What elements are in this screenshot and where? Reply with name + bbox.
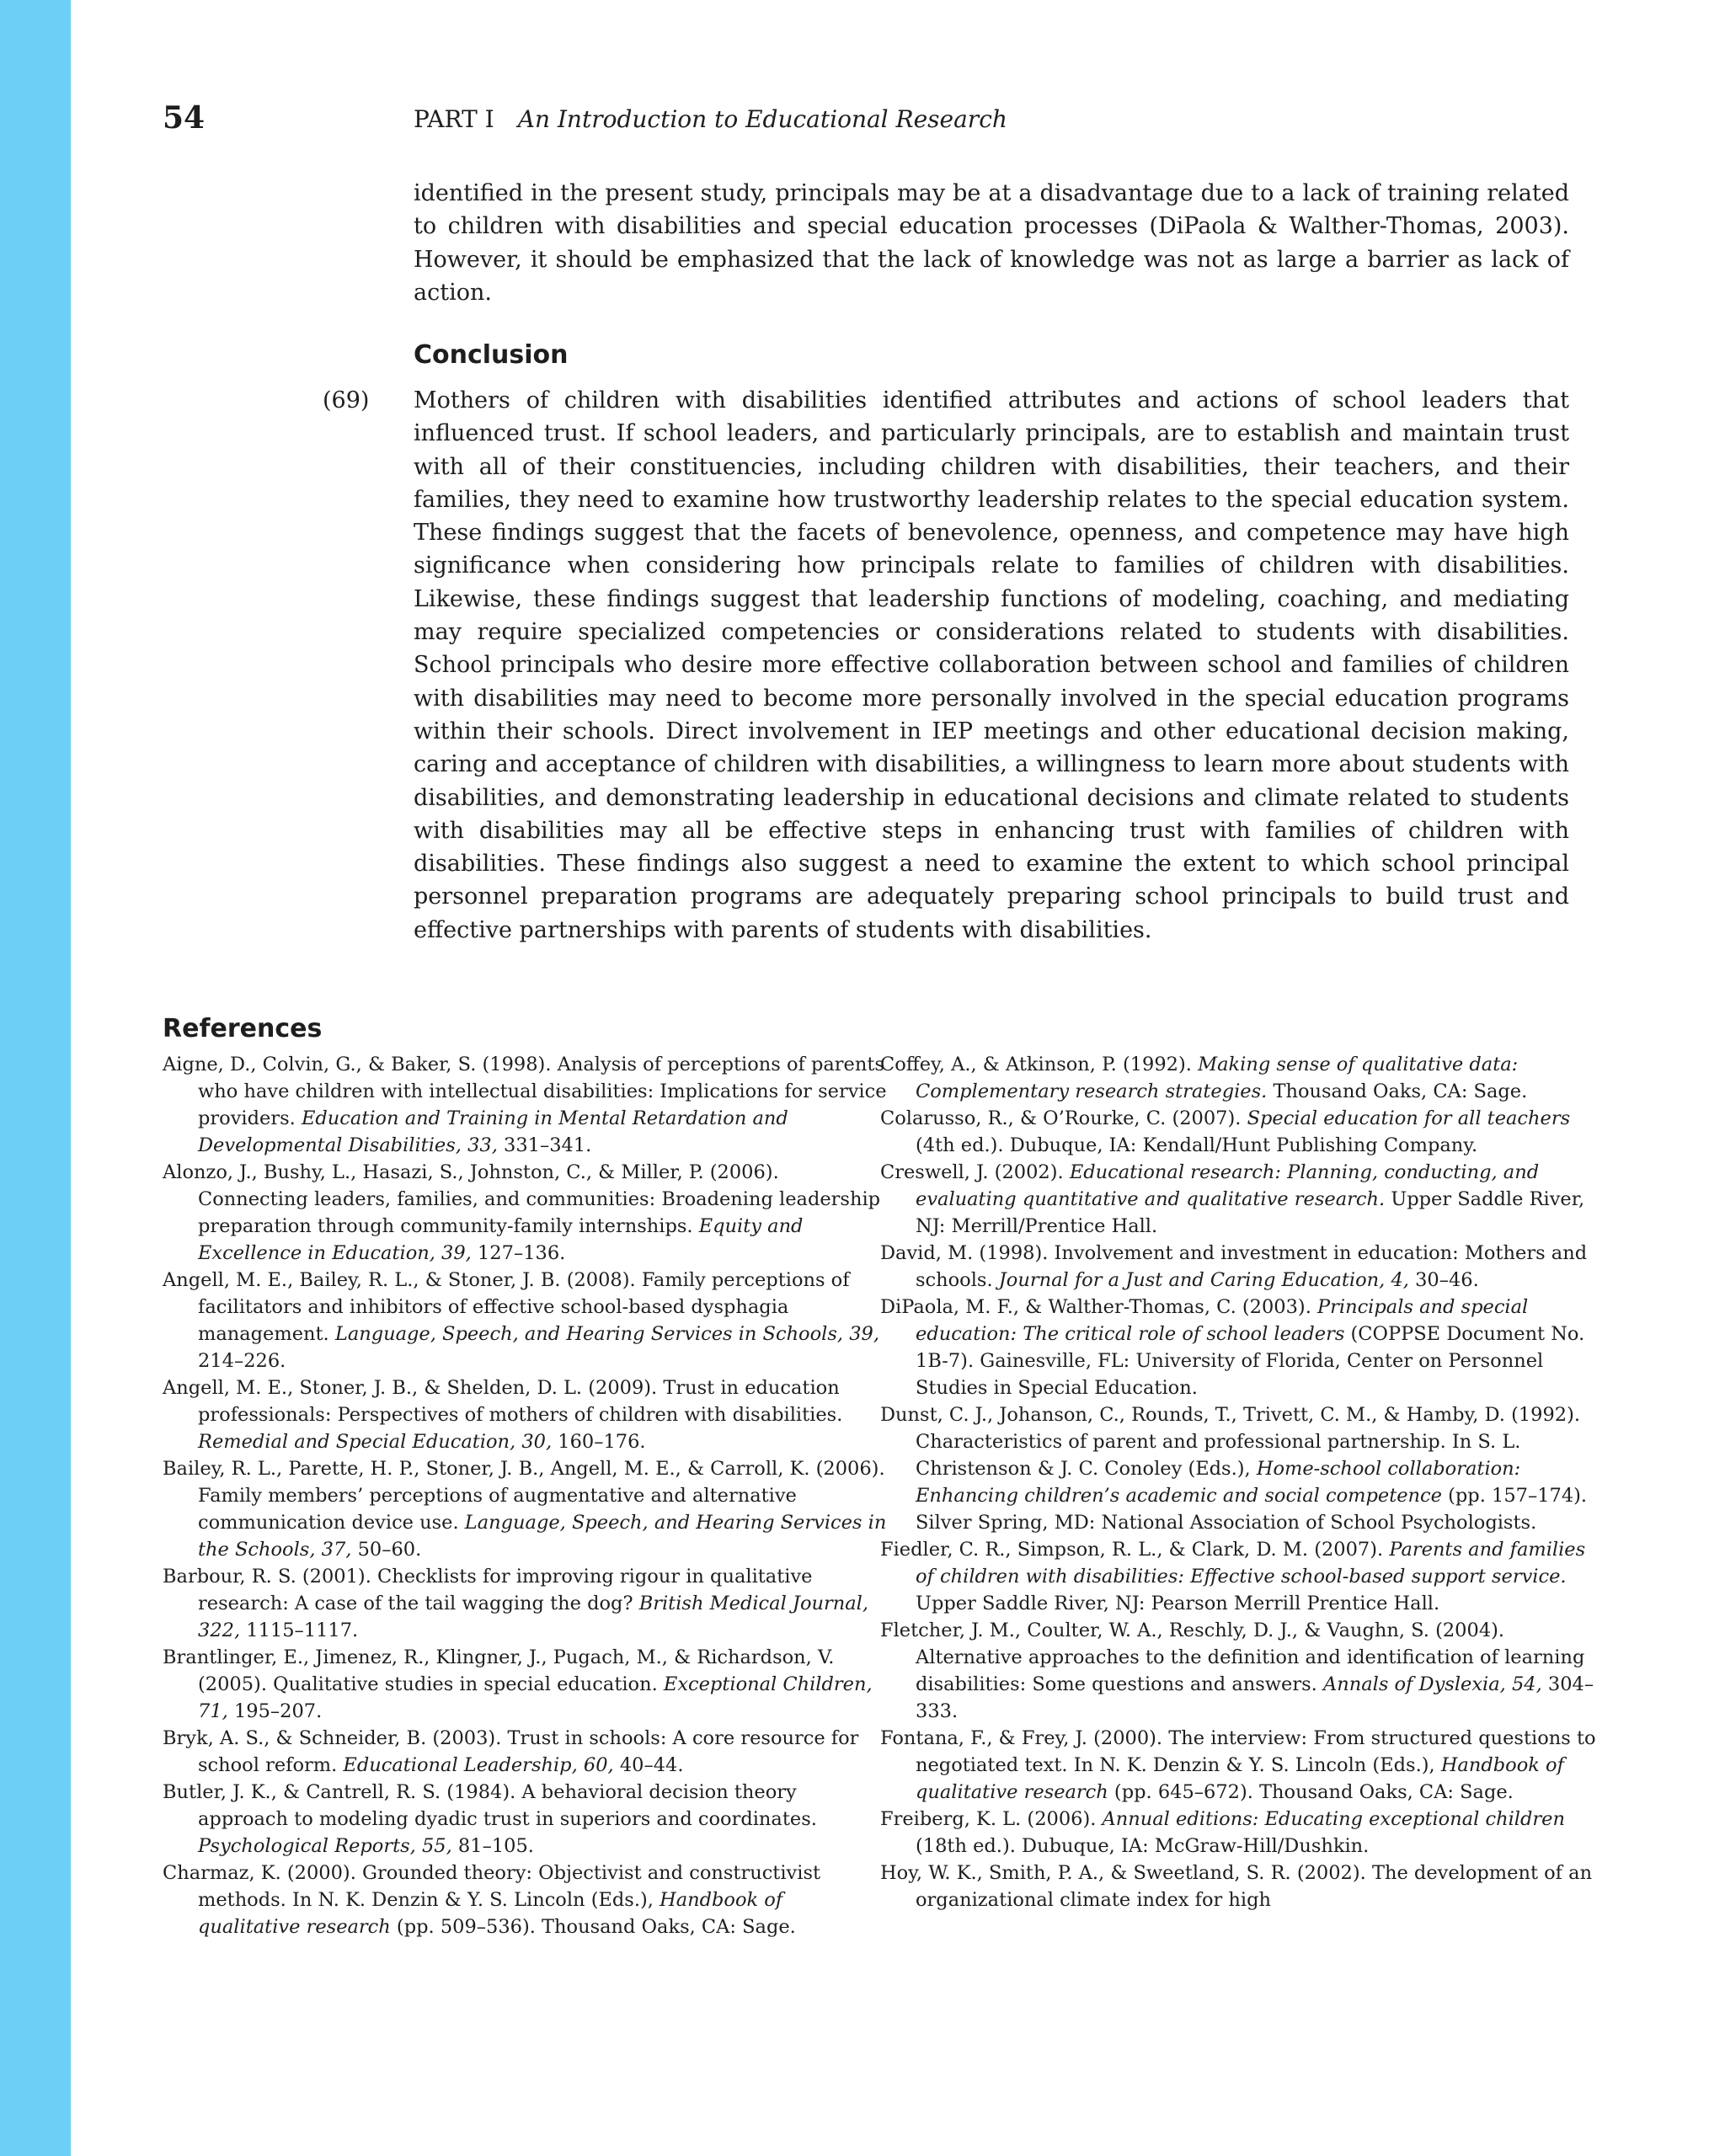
reference-entry [880, 1105, 1605, 1159]
reference-details: (COPPSE Document No. 1B-7). Gainesville, FL: University of Florida, Center on Personnel Studies in Special Education. [916, 1323, 1585, 1399]
reference-details: (pp. 645–672). Thousand Oaks, CA: Sage. [1108, 1781, 1514, 1803]
reference-text: Fontana, F., & Frey, J. (2000). The interview: From structured questions to negotiated text. In N. K. Denzin & Y. S. Lincoln (Eds.), [880, 1727, 1596, 1776]
reference-source-title: Principals and special education: The critical role of school leaders [916, 1296, 1529, 1345]
reference-source-title: Educational Leadership, 60, [343, 1754, 614, 1776]
references-right-column [880, 1051, 1605, 1913]
page-edge-color-bar [0, 0, 71, 2156]
reference-details: 1115–1117. [240, 1620, 359, 1641]
reference-text: Barbour, R. S. (2001). Checklists for improving rigour in qualitative research: A case of the tail wagging the dog? [163, 1566, 813, 1614]
reference-text: Fletcher, J. M., Coulter, W. A., Reschly, D. J., & Vaughn, S. (2004). Alternative approaches to the definition and identification of learning disabilities: Some questions and answers. [880, 1620, 1585, 1695]
reference-text: Fiedler, C. R., Simpson, R. L., & Clark, D. M. (2007). [880, 1539, 1390, 1561]
reference-text: Freiberg, K. L. (2006). [880, 1808, 1103, 1830]
reference-text: Charmaz, K. (2000). Grounded theory: Objectivist and constructivist methods. In N. K. Denzin & Y. S. Lincoln (Eds.), [163, 1862, 821, 1911]
reference-entry [163, 1644, 887, 1725]
reference-source-title: Home-school collaboration: Enhancing children’s academic and social competence [916, 1458, 1521, 1507]
reference-entry [163, 1051, 887, 1159]
reference-details: (18th ed.). Dubuque, IA: McGraw-Hill/Dushkin. [916, 1835, 1370, 1857]
reference-entry [880, 1806, 1605, 1860]
reference-entry [880, 1051, 1605, 1105]
part-label: PART I [414, 105, 494, 133]
reference-source-title: Making sense of qualitative data: Complementary research strategies. [916, 1054, 1519, 1102]
reference-source-title: Language, Speech, and Hearing Services in Schools, 39, [334, 1323, 879, 1345]
reference-entry [880, 1617, 1605, 1725]
reference-details: (pp. 157–174). Silver Spring, MD: National Association of School Psychologists. [916, 1485, 1588, 1534]
reference-source-title: Psychological Reports, 55, [198, 1835, 452, 1857]
reference-text: Butler, J. K., & Cantrell, R. S. (1984). A behavioral decision theory approach to modeling dyadic trust in superiors and coordinates. [163, 1781, 817, 1830]
reference-source-title: Annual editions: Educating exceptional children [1102, 1808, 1565, 1830]
reference-entry [163, 1374, 887, 1455]
reference-details: 30–46. [1408, 1269, 1479, 1291]
reference-details: 195–207. [227, 1700, 323, 1722]
reference-source-title: Annals of Dyslexia, 54, [1322, 1673, 1542, 1695]
reference-details: Upper Saddle River, NJ: Merrill/Prentice Hall. [916, 1188, 1585, 1237]
reference-entry [880, 1294, 1605, 1401]
reference-details: (4th ed.). Dubuque, IA: Kendall/Hunt Publishing Company. [916, 1134, 1478, 1156]
reference-source-title: Exceptional Children, 71, [198, 1673, 873, 1722]
reference-details: 127–136. [471, 1242, 566, 1264]
reference-entry [163, 1159, 887, 1267]
reference-details: 81–105. [451, 1835, 534, 1857]
reference-details: Thousand Oaks, CA: Sage. [1267, 1081, 1528, 1102]
reference-entry [880, 1860, 1605, 1913]
reference-entry [880, 1536, 1605, 1617]
reference-details: 214–226. [198, 1350, 286, 1372]
conclusion-heading: Conclusion [414, 340, 569, 370]
reference-text: David, M. (1998). Involvement and investment in education: Mothers and schools. [880, 1242, 1588, 1291]
reference-entry [163, 1779, 887, 1860]
reference-details: Upper Saddle River, NJ: Pearson Merrill Prentice Hall. [916, 1593, 1440, 1614]
reference-source-title: Education and Training in Mental Retardation and Developmental Disabilities, 33, [198, 1107, 788, 1156]
reference-entry [163, 1725, 887, 1779]
reference-entry [880, 1159, 1605, 1240]
reference-text: Angell, M. E., Bailey, R. L., & Stoner, J. B. (2008). Family perceptions of facilitators and inhibitors of effective school-based dysphagia management. [163, 1269, 850, 1345]
reference-source-title: Handbook of qualitative research [198, 1889, 783, 1938]
reference-entry [880, 1240, 1605, 1294]
reference-entry [163, 1455, 887, 1563]
reference-details: 331–341. [497, 1134, 592, 1156]
page-number: 54 [163, 100, 206, 136]
reference-text: Coffey, A., & Atkinson, P. (1992). [880, 1054, 1199, 1075]
reference-details: 304–333. [916, 1673, 1594, 1722]
reference-text: Aigne, D., Colvin, G., & Baker, S. (1998). Analysis of perceptions of parents who have children with intellectual disabilities: Implications for service providers. [163, 1054, 887, 1129]
reference-details: 50–60. [351, 1539, 422, 1561]
references-left-column [163, 1051, 887, 1940]
reference-text: Bryk, A. S., & Schneider, B. (2003). Trust in schools: A core resource for school reform. [163, 1727, 859, 1776]
reference-source-title: Equity and Excellence in Education, 39, [198, 1215, 804, 1264]
reference-text: Alonzo, J., Bushy, L., Hasazi, S., Johnston, C., & Miller, P. (2006). Connecting leaders, families, and communities: Broadening leadership preparation through community-family internships. [163, 1161, 881, 1237]
reference-text: Dunst, C. J., Johanson, C., Rounds, T., Trivett, C. M., & Hamby, D. (1992). Characteristics of parent and professional partnership. In S. L. Christenson & J. C. Conoley (Eds.), [880, 1404, 1581, 1480]
paragraph-number: (69) [323, 387, 370, 414]
reference-entry [880, 1401, 1605, 1536]
reference-source-title: British Medical Journal, 322, [198, 1593, 868, 1641]
reference-text: DiPaola, M. F., & Walther-Thomas, C. (2003). [880, 1296, 1317, 1318]
reference-entry [163, 1267, 887, 1374]
reference-source-title: Special education for all teachers [1247, 1107, 1571, 1129]
part-title: An Introduction to Educational Research [517, 105, 1007, 133]
reference-text: Colarusso, R., & O’Rourke, C. (2007). [880, 1107, 1247, 1129]
reference-details: 40–44. [613, 1754, 684, 1776]
reference-source-title: Journal for a Just and Caring Education, 4, [998, 1269, 1409, 1291]
reference-text: Brantlinger, E., Jimenez, R., Klingner, J., Pugach, M., & Richardson, V. (2005). Qualitative studies in special education. [163, 1646, 835, 1695]
intro-paragraph: identified in the present study, principals may be at a disadvantage due to a lack of training related to children with disabilities and special education processes (DiPaola & Walther-Thomas, 2003). However, it should be emphasized that the lack of knowledge was not as large a barrier as lack of action. [414, 180, 1569, 306]
reference-text: Bailey, R. L., Parette, H. P., Stoner, J. B., Angell, M. E., & Carroll, K. (2006). Family members’ perceptions of augmentative and alternative communication device use. [163, 1458, 885, 1534]
reference-details: 160–176. [552, 1431, 646, 1453]
reference-source-title: Parents and families of children with disabilities: Effective school-based support service. [916, 1539, 1586, 1588]
reference-source-title: Educational research: Planning, conducting, and evaluating quantitative and qualitative research. [916, 1161, 1540, 1210]
running-head [414, 101, 1007, 138]
reference-entry [163, 1563, 887, 1644]
reference-text: Angell, M. E., Stoner, J. B., & Shelden, D. L. (2009). Trust in education professionals: Perspectives of mothers of children with disabilities. [163, 1377, 843, 1426]
reference-entry [163, 1860, 887, 1940]
conclusion-paragraph: Mothers of children with disabilities identified attributes and actions of school leaders that influenced trust. If school leaders, and particularly principals, are to establish and maintain trust with all of their constituencies, including children with disabilities, their teachers, and their families, they need to examine how trustworthy leadership relates to the special education system. These findings suggest that the facets of benevolence, openness, and competence may have high significance when considering how principals relate to families of children with disabilities. Likewise, these findings suggest that leadership functions of modeling, coaching, and mediating may require specialized competencies or considerations related to students with disabilities. School principals who desire more effective collaboration between school and families of children with disabilities may need to become more personally involved in the special education programs within their schools. Direct involvement in IEP meetings and other educational decision making, caring and acceptance of children with disabilities, a willingness to learn more about students with disabilities, and demonstrating leadership in educational decisions and climate related to students with disabilities may all be effective steps in enhancing trust with families of children with disabilities. These findings also suggest a need to examine the extent to which school principal personnel preparation programs are adequately preparing school principals to build trust and effective partnerships with parents of students with disabilities. [414, 387, 1569, 943]
reference-source-title: Language, Speech, and Hearing Services in the Schools, 37, [198, 1512, 887, 1561]
reference-entry [880, 1725, 1605, 1806]
reference-source-title: Remedial and Special Education, 30, [198, 1431, 553, 1453]
reference-details: (pp. 509–536). Thousand Oaks, CA: Sage. [390, 1916, 796, 1938]
reference-text: Creswell, J. (2002). [880, 1161, 1070, 1183]
reference-text: Hoy, W. K., Smith, P. A., & Sweetland, S. R. (2002). The development of an organizational climate index for high [880, 1862, 1593, 1911]
reference-source-title: Handbook of qualitative research [916, 1754, 1564, 1803]
references-heading: References [163, 1014, 323, 1043]
